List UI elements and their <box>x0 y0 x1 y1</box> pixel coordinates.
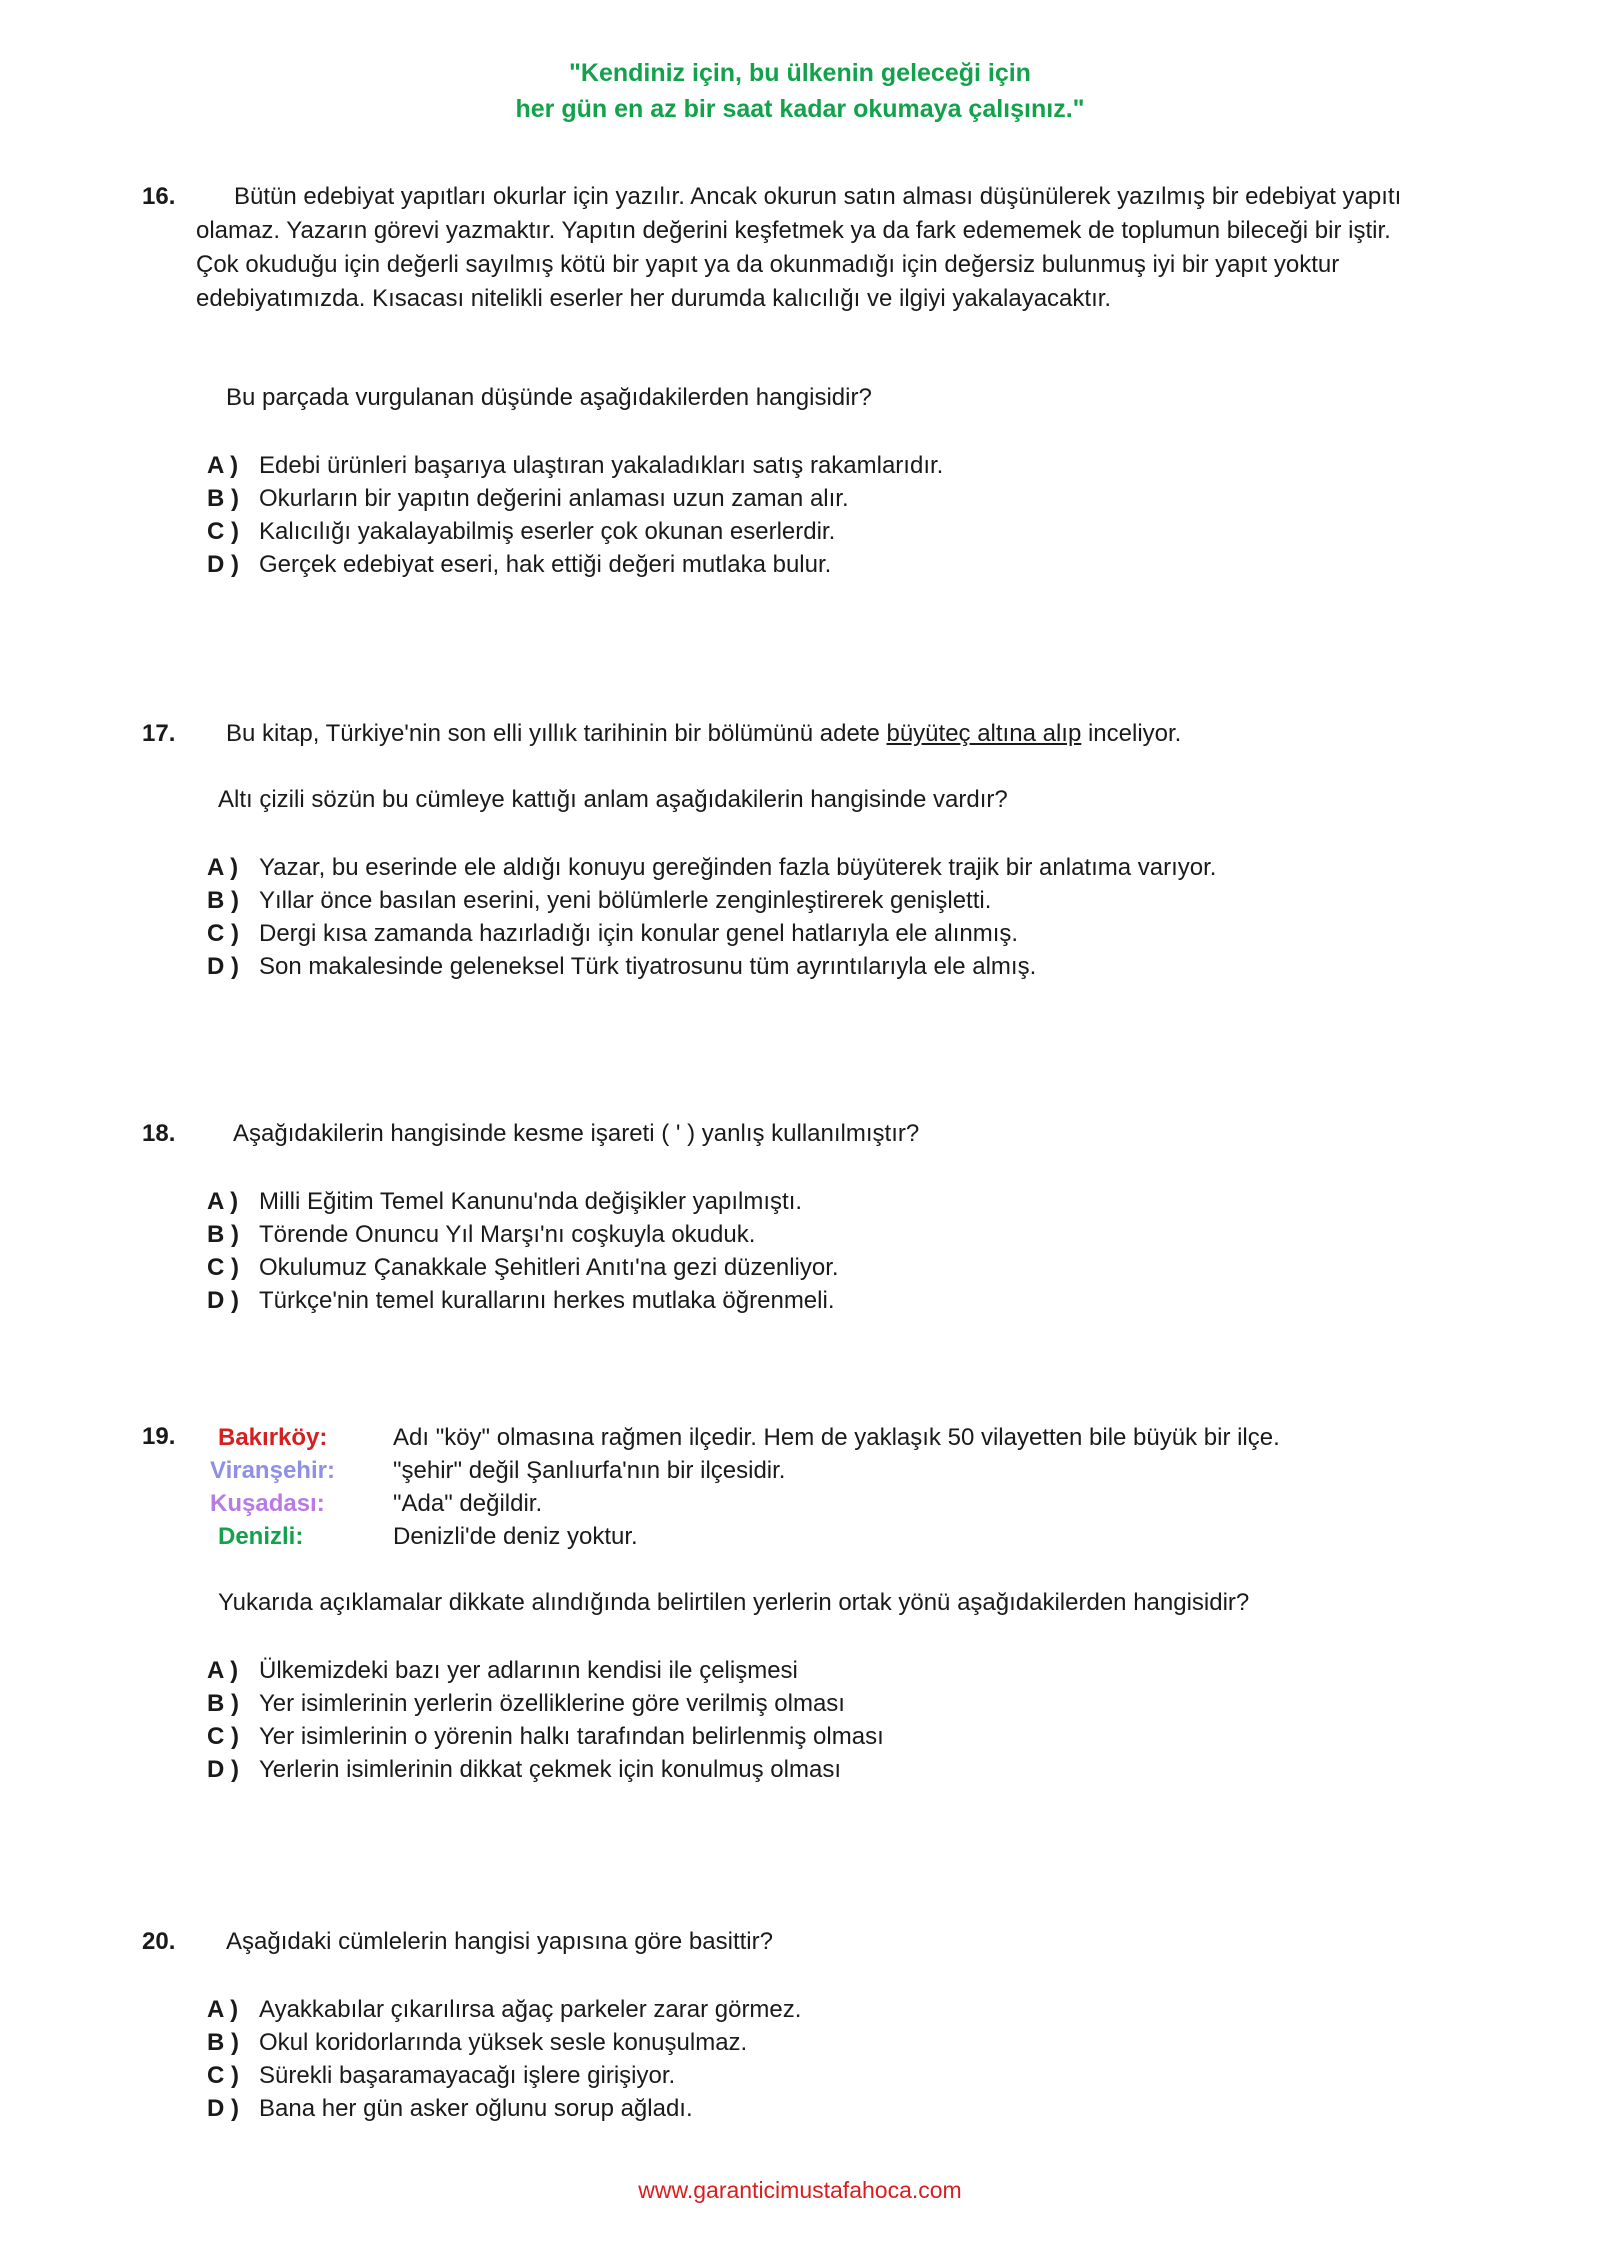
option-letter: D ) <box>207 1756 239 1783</box>
option-letter: A ) <box>207 1188 239 1215</box>
option-c[interactable] <box>207 515 943 548</box>
option-letter: D ) <box>207 953 239 980</box>
place-description: "Ada" değildir. <box>393 1490 543 1517</box>
option-text: Dergi kısa zamanda hazırladığı için konular genel hatlarıyla ele alınmış. <box>259 920 1019 947</box>
option-text: Edebi ürünleri başarıya ulaştıran yakaladıkları satış rakamlarıdır. <box>259 452 944 479</box>
question-number: 18. <box>142 1120 176 1147</box>
stem-underlined-phrase: büyüteç altına alıp <box>886 720 1082 747</box>
place-name: Kuşadası: <box>210 1490 325 1517</box>
option-text: Ayakkabılar çıkarılırsa ağaç parkeler zarar görmez. <box>259 1996 802 2023</box>
header-quote <box>0 55 1600 127</box>
option-letter: A ) <box>207 854 239 881</box>
option-b[interactable] <box>207 1218 839 1251</box>
option-b[interactable] <box>207 2026 801 2059</box>
option-d[interactable] <box>207 950 1216 983</box>
option-letter: D ) <box>207 1287 239 1314</box>
question-stem <box>226 717 1181 751</box>
option-letter: B ) <box>207 2029 239 2056</box>
option-letter: B ) <box>207 887 239 914</box>
option-letter: A ) <box>207 452 239 479</box>
option-a[interactable] <box>207 1654 884 1687</box>
place-name: Bakırköy: <box>218 1424 328 1451</box>
option-text: Okurların bir yapıtın değerini anlaması uzun zaman alır. <box>259 485 849 512</box>
option-letter: A ) <box>207 1657 239 1684</box>
option-text: Okul koridorlarında yüksek sesle konuşulmaz. <box>259 2029 748 2056</box>
answer-options <box>207 1185 839 1317</box>
option-text: Gerçek edebiyat eseri, hak ettiği değeri mutlaka bulur. <box>259 551 832 578</box>
option-letter: C ) <box>207 920 239 947</box>
option-letter: C ) <box>207 518 239 545</box>
option-text: Yerlerin isimlerinin dikkat çekmek için konulmuş olması <box>259 1756 841 1783</box>
place-row-denizli <box>210 1520 1410 1553</box>
option-letter: A ) <box>207 1996 239 2023</box>
place-row-bakirkoy <box>210 1421 1410 1454</box>
place-list <box>210 1421 1410 1553</box>
question-prompt: Yukarıda açıklamalar dikkate alındığında belirtilen yerlerin ortak yönü aşağıdakilerden hangisidir? <box>218 1589 1250 1616</box>
question-number: 17. <box>142 720 176 747</box>
option-letter: C ) <box>207 2062 239 2089</box>
option-text: Ülkemizdeki bazı yer adlarının kendisi ile çelişmesi <box>259 1657 798 1684</box>
option-text: Yer isimlerinin o yörenin halkı tarafından belirlenmiş olması <box>259 1723 884 1750</box>
option-text: Yer isimlerinin yerlerin özelliklerine göre verilmiş olması <box>259 1690 845 1717</box>
stem-text-before: Bu kitap, Türkiye'nin son elli yıllık tarihinin bir bölümünü adete <box>226 720 887 747</box>
option-c[interactable] <box>207 2059 801 2092</box>
option-d[interactable] <box>207 2092 801 2125</box>
place-description: Denizli'de deniz yoktur. <box>393 1523 638 1550</box>
option-a[interactable] <box>207 1185 839 1218</box>
option-text: Bana her gün asker oğlunu sorup ağladı. <box>259 2095 693 2122</box>
option-text: Milli Eğitim Temel Kanunu'nda değişikler yapılmıştı. <box>259 1188 803 1215</box>
option-letter: C ) <box>207 1254 239 1281</box>
option-text: Sürekli başaramayacağı işlere girişiyor. <box>259 2062 676 2089</box>
answer-options <box>207 851 1216 983</box>
option-letter: B ) <box>207 485 239 512</box>
option-c[interactable] <box>207 1720 884 1753</box>
question-prompt: Bu parçada vurgulanan düşünde aşağıdakilerden hangisidir? <box>226 384 872 411</box>
place-description: "şehir" değil Şanlıurfa'nın bir ilçesidir. <box>393 1457 786 1484</box>
option-letter: B ) <box>207 1221 239 1248</box>
option-text: Yazar, bu eserinde ele aldığı konuyu gereğinden fazla büyüterek trajik bir anlatıma varıyor. <box>259 854 1217 881</box>
option-text: Yıllar önce basılan eserini, yeni bölümlerle zenginleştirerek genişletti. <box>259 887 992 914</box>
option-d[interactable] <box>207 1284 839 1317</box>
footer-website-link[interactable]: www.garanticimustafahoca.com <box>638 2177 962 2203</box>
option-d[interactable] <box>207 1753 884 1786</box>
place-name: Viranşehir: <box>210 1457 335 1484</box>
option-b[interactable] <box>207 482 943 515</box>
question-paragraph: Bütün edebiyat yapıtları okurlar için yazılır. Ancak okurun satın alması düşünülerek yazılmış bir edebiyat yapıtı olamaz. Yazarın görevi yazmaktır. Yapıtın değerini keşfetmek ya da fark edememek de toplumun bileceği bir iştir. Çok okuduğu için değerli sayılmış kötü bir yapıt ya da okunmadığı için değersiz bulunmuş iyi bir yapıt yoktur edebiyatımızda. Kısacası nitelikli eserler her durumda kalıcılığı ve ilgiyi yakalayacaktır. <box>196 183 1402 312</box>
question-number: 20. <box>142 1928 176 1955</box>
answer-options <box>207 1654 884 1786</box>
question-number: 19. <box>142 1423 176 1450</box>
question-prompt: Altı çizili sözün bu cümleye kattığı anlam aşağıdakilerin hangisinde vardır? <box>218 786 1008 813</box>
question-number: 16. <box>142 183 176 210</box>
option-text: Son makalesinde geleneksel Türk tiyatrosunu tüm ayrıntılarıyla ele almış. <box>259 953 1037 980</box>
option-b[interactable] <box>207 1687 884 1720</box>
option-c[interactable] <box>207 917 1216 950</box>
option-a[interactable] <box>207 449 943 482</box>
option-letter: C ) <box>207 1723 239 1750</box>
option-text: Okulumuz Çanakkale Şehitleri Anıtı'na gezi düzenliyor. <box>259 1254 839 1281</box>
question-prompt: Aşağıdakilerin hangisinde kesme işareti ( ' ) yanlış kullanılmıştır? <box>233 1120 920 1147</box>
option-d[interactable] <box>207 548 943 581</box>
question-prompt: Aşağıdaki cümlelerin hangisi yapısına göre basittir? <box>226 1928 773 1955</box>
option-text: Törende Onuncu Yıl Marşı'nı coşkuyla okuduk. <box>259 1221 756 1248</box>
option-text: Kalıcılığı yakalayabilmiş eserler çok okunan eserlerdir. <box>259 518 836 545</box>
place-row-kusadasi <box>210 1487 1410 1520</box>
option-text: Türkçe'nin temel kurallarını herkes mutlaka öğrenmeli. <box>259 1287 835 1314</box>
option-letter: B ) <box>207 1690 239 1717</box>
option-a[interactable] <box>207 851 1216 884</box>
header-line-1: "Kendiniz için, bu ülkenin geleceği için <box>569 59 1031 87</box>
option-c[interactable] <box>207 1251 839 1284</box>
header-line-2: her gün en az bir saat kadar okumaya çalışınız." <box>515 95 1085 123</box>
answer-options <box>207 1993 801 2125</box>
place-row-viransehir <box>210 1454 1410 1487</box>
option-letter: D ) <box>207 2095 239 2122</box>
answer-options <box>207 449 943 581</box>
option-b[interactable] <box>207 884 1216 917</box>
option-a[interactable] <box>207 1993 801 2026</box>
place-description: Adı "köy" olmasına rağmen ilçedir. Hem de yaklaşık 50 vilayetten bile büyük bir ilçe. <box>393 1424 1280 1451</box>
place-name: Denizli: <box>218 1523 304 1550</box>
stem-text-after: inceliyor. <box>1081 720 1182 747</box>
option-letter: D ) <box>207 551 239 578</box>
